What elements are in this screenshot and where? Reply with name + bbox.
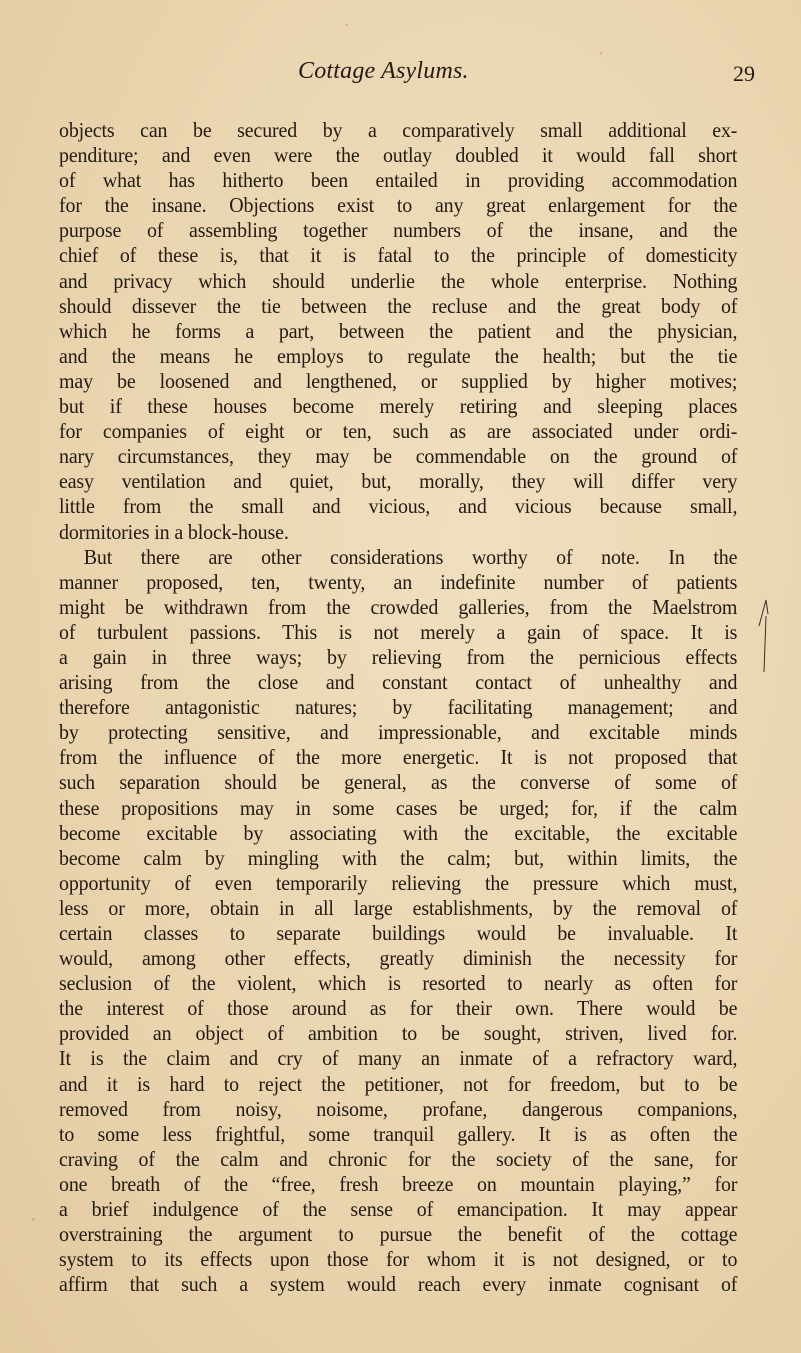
text-line: arising from the close and constant contact of unhealthy and: [59, 670, 738, 695]
text-line: for companies of eight or ten, such as are associated under ordi-: [59, 419, 738, 444]
paper-speck: [32, 1218, 35, 1221]
text-line: one breath of the “free, fresh breeze on mountain playing,” for: [59, 1171, 738, 1196]
text-line: which he forms a part, between the patient and the physician,: [59, 318, 738, 343]
text-line: purpose of assembling together numbers of the insane, and the: [59, 218, 738, 243]
text-line: but if these houses become merely retiring and sleeping places: [59, 394, 738, 419]
text-line: affirm that such a system would reach every inmate cognisant of: [59, 1272, 738, 1297]
paper-speck: [345, 24, 348, 26]
text-line: It is the claim and cry of many an inmate of a refractory ward,: [59, 1046, 738, 1071]
text-line: may be loosened and lengthened, or supplied by higher motives;: [59, 368, 738, 393]
text-line: these propositions may in some cases be urged; for, if the calm: [59, 795, 738, 820]
text-line: should dissever the tie between the recluse and the great body of: [59, 293, 738, 318]
text-line: from the influence of the more energetic. It is not proposed that: [59, 745, 738, 770]
text-line: objects can be secured by a comparatively small additional ex-: [59, 118, 738, 142]
text-line: would, among other effects, greatly diminish the necessity for: [59, 946, 738, 971]
text-line: therefore antagonistic natures; by facilitating management; and: [59, 695, 738, 720]
text-line: less or more, obtain in all large establishments, by the removal of: [59, 895, 738, 920]
text-line: But there are other considerations worthy of note. In the: [83, 544, 738, 569]
text-line: of what has hitherto been entailed in providing accommodation: [59, 168, 738, 193]
text-line: a brief indulgence of the sense of emancipation. It may appear: [59, 1197, 738, 1222]
text-line: the interest of those around as for their own. There would be: [59, 996, 738, 1021]
text-line: might be withdrawn from the crowded galleries, from the Maelstrom: [59, 594, 738, 619]
text-line: such separation should be general, as the converse of some of: [59, 770, 738, 795]
text-line: dormitories in a block-house.: [59, 519, 289, 544]
text-line: opportunity of even temporarily relieving the pressure which must,: [59, 870, 738, 895]
text-line: certain classes to separate buildings would be invaluable. It: [59, 921, 738, 945]
text-line: by protecting sensitive, and impressionable, and excitable minds: [59, 720, 738, 745]
text-line: a gain in three ways; by relieving from the pernicious effects: [59, 644, 738, 669]
text-line: and the means he employs to regulate the health; but the tie: [59, 343, 738, 368]
text-line: manner proposed, ten, twenty, an indefinite number of patients: [59, 569, 738, 594]
text-line: become calm by mingling with the calm; but, within limits, the: [59, 845, 738, 870]
text-line: chief of these is, that it is fatal to the principle of domesticity: [59, 243, 738, 268]
text-line: penditure; and even were the outlay doubled it would fall short: [59, 143, 738, 168]
text-line: to some less frightful, some tranquil gallery. It is as often the: [59, 1121, 738, 1146]
text-line: easy ventilation and quiet, but, morally, they will differ very: [59, 469, 738, 494]
text-line: provided an object of ambition to be sought, striven, lived for.: [59, 1021, 738, 1046]
text-line: nary circumstances, they may be commendable on the ground of: [59, 444, 738, 469]
text-line: and privacy which should underlie the whole enterprise. Nothing: [59, 268, 738, 293]
page-number: 29: [733, 61, 755, 86]
running-title: Cottage Asylums.: [298, 58, 469, 84]
text-line: overstraining the argument to pursue the benefit of the cottage: [59, 1222, 738, 1247]
text-line: craving of the calm and chronic for the society of the sane, for: [59, 1146, 738, 1171]
text-line: little from the small and vicious, and vicious because small,: [59, 494, 738, 519]
text-line: for the insane. Objections exist to any great enlargement for the: [59, 193, 738, 218]
text-line: removed from noisy, noisome, profane, dangerous companions,: [59, 1096, 738, 1121]
text-line: system to its effects upon those for whom it is not designed, or to: [59, 1247, 738, 1272]
text-line: and it is hard to reject the petitioner, not for freedom, but to be: [59, 1071, 738, 1096]
text-line: seclusion of the violent, which is resorted to nearly as often for: [59, 971, 738, 996]
body-text: [59, 118, 737, 1297]
text-line: of turbulent passions. This is not merely a gain of space. It is: [59, 619, 738, 644]
running-head: [298, 58, 781, 88]
paper-speck: [600, 52, 602, 55]
text-line: become excitable by associating with the excitable, the excitable: [59, 820, 738, 845]
pencil-margin-mark-icon: [758, 596, 770, 676]
